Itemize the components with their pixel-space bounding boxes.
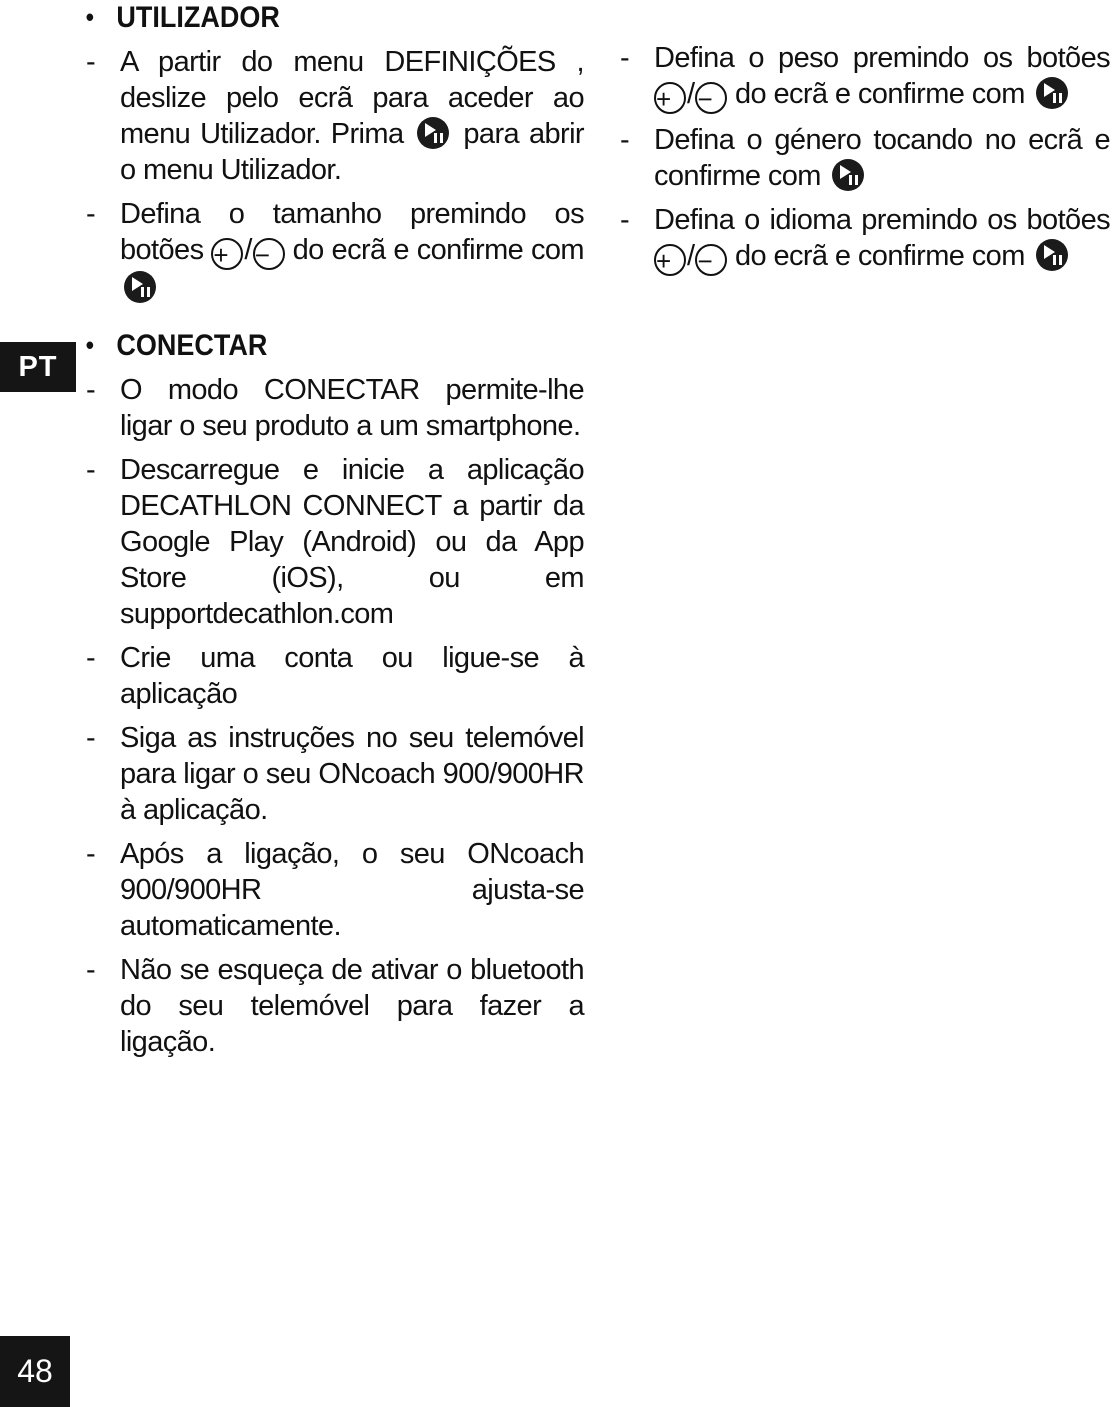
page-number: 48 — [0, 1336, 70, 1407]
minus-circle-icon: − — [253, 238, 285, 270]
list-item: - Não se esqueça de ativar o bluetooth do seu telemóvel para fazer a ligação. — [86, 954, 584, 1058]
play-pause-icon — [832, 159, 864, 191]
plus-circle-icon: + — [211, 238, 243, 270]
right-column — [618, 40, 1110, 284]
list-item: - Defina o género tocando no ecrã e confirme com — [620, 124, 1110, 192]
play-pause-icon — [124, 271, 156, 303]
list-item: - A partir do menu DEFINIÇÕES , deslize pelo ecrã para aceder ao menu Utilizador. Prima para abrir o menu Utilizador. — [86, 46, 584, 186]
list-item: - Siga as instruções no seu telemóvel para ligar o seu ONcoach 900/900HR à aplicação. — [86, 722, 584, 826]
plus-circle-icon: + — [654, 82, 686, 114]
play-pause-icon — [1036, 77, 1068, 109]
list-item: - O modo CONECTAR permite-lhe ligar o seu produto a um smartphone. — [86, 374, 584, 442]
minus-circle-icon: − — [695, 82, 727, 114]
list-item: - Defina o peso premindo os botões + / − do ecrã e confirme com — [620, 42, 1110, 114]
list-item: - Defina o tamanho premindo os botões + / − do ecrã e confirme com — [84, 196, 584, 306]
list-item: - Após a ligação, o seu ONcoach 900/900HR ajusta-se automaticamente. — [86, 838, 584, 942]
section-conectar-title: • CONECTAR — [85, 329, 268, 362]
bullet: • — [85, 2, 94, 32]
list-item: - Descarregue e inicie a aplicação DECATHLON CONNECT a partir da Google Play (Android) ou da App Store (iOS), ou em supportdecathlon.com — [86, 454, 584, 630]
plus-circle-icon: + — [654, 244, 686, 276]
play-pause-icon — [1036, 239, 1068, 271]
minus-circle-icon: − — [695, 244, 727, 276]
section-utilizador-title: • UTILIZADOR — [85, 1, 280, 34]
list-item: - Defina o idioma premindo os botões + / − do ecrã e confirme com — [620, 204, 1110, 276]
list-item: - Crie uma conta ou ligue-se à aplicação — [86, 642, 584, 710]
left-column — [84, 0, 584, 1068]
language-tab: PT — [0, 342, 76, 392]
play-pause-icon — [417, 117, 449, 149]
